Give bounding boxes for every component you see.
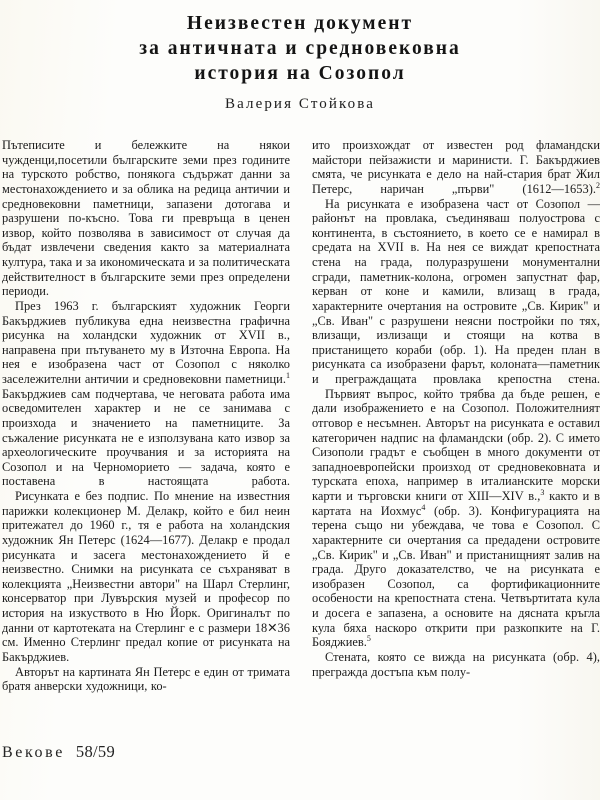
article-title-line-3: история на Созопол (194, 63, 406, 84)
footnote-marker: 1 (285, 370, 290, 380)
journal-name: Векове (2, 744, 65, 761)
paragraph: ито произхождат от известен род фламандски майстори пейзажисти и маринисти. Г. Бакърджиев смята, че рисунката е дело на най-стария брат Жил Петерс, наричан „първи" (1612—1653).$^2$ (312, 138, 600, 196)
page-footer (2, 742, 115, 762)
paragraph: През 1963 г. българският художник Георги Бакърджиев публикува една неизвестна графична рисунка на холандски художник от XVII в., направена при пътуването му в Източна Европа. На нея е изобразена част от Созопол с няколко засележителни античии и средновековни паметници.$^1$ Бакърджиев сам подчертава, че неговата работа има осведомителен характер и не се занимава с произхода и значението на паметниците. За съжаление рисунката не е използувана като извор за археологическите проучвания и за историята на Созопол и на Черноморието — задача, която е поставена в настоящата работа. (2, 298, 290, 489)
footnote-marker: 3 (540, 487, 545, 497)
column-right (304, 138, 600, 694)
article-header (0, 0, 600, 115)
footnote-marker: 2 (595, 180, 600, 190)
paragraph: Стената, която се вижда на рисунката (обр. 4), прегражда достъпа към полу- (312, 649, 600, 679)
page-number: 58/59 (75, 742, 115, 761)
paragraph: Първият въпрос, който трябва да бъде решен, е дали изображението е на Созопол. Положителният отговор е несъмнен. Авторът на рисунката е оставил категоричен надпис на фламандски (обр. 2). С името Сизополи градът е съобщен в много документи от западноевропейски произход от средновековната и турската епоха, например в италианските морски карти и търговски книги от XIII—XIV в.,$^3$ както и в картата на Иохмус$^4$ (обр. 3). Конфигурацията на терена също ни убеждава, че това е Созопол. С характерните си очертания са предадени островите „Св. Кирик" и „Св. Иван" и пристанищният залив на града. Друго доказателство, че на рисунката е изобразен Созопол, са фортификационните особености на крепостната стена. Четвъртитата кула и досега е запазена, а основите на дясната кръгла кула бяха наскоро открити при разкопките на Г. Бояджиев.$^5$ (312, 386, 600, 650)
article-title-line-1: Неизвестен документ (186, 13, 414, 34)
footnote-marker: 5 (366, 634, 371, 644)
footnote-marker: 4 (421, 502, 426, 512)
paragraph: Рисунката е без подпис. По мнение на известния парижки колекционер М. Делакр, който е бил неин притежател до 1960 г., тя е работа на холандския художник Ян Петерс (1624—1677). Делакр е продал рисунката и засега местонахождението й е неизвестно. Снимки на рисунката се съхраняват в колекцията „Неизвестни автори" на Шарл Стерлинг, консерватор при Лувърския музей и професор по история на изкуството в Ню Йорк. Оригиналът по данни от картотеката на Стерлинг е с размери 18✕36 см. Именно Стерлинг предал копие от рисунката на Бакърджиев. (2, 489, 290, 664)
column-left (0, 138, 290, 694)
paragraph: На рисунката е изобразена част от Созопол — районът на провлака, съединяваш полуострова с континента, в състоянието, в което се е намирал в средата на XVII в. На нея се виждат крепостната стена на града, полуразрушени монументални сгради, паметник-колона, огромен запустнат фар, керван от коне и камили, влизащ в града, характерните очертания на островите „Св. Кирик" и „Св. Иван" с разрушени неясни постройки по тях, влизащи, излизащи и стоящи на котва в пристанището кораби (обр. 1). На преден план в рисунката са изобразени фарът, колоната—паметник и преграждащата провлака крепостна стена. (312, 196, 600, 386)
article-body (0, 138, 600, 694)
paragraph: Авторът на картината Ян Петерс е един от тримата братя анверски художници, ко- (2, 664, 290, 694)
article-title-line-2: за античната и средновековна (139, 38, 461, 59)
paragraph: Пътеписите и бележките на някои чужденци,посетили българските земи през годините на турското робство, понякога съдържат данни за местонахождението и за облика на редица античии и средновековни паметници, запазени дотогава и разрушени по-късно. Това ги превръща в ценен извор, който позволява в зависимост от случая да бъдат извлечени сведения както за материалната култура, така и за икономическата и за политическата действителност в българските земи през определени периоди. (2, 138, 290, 299)
article-author: Валерия Стойкова (225, 96, 375, 112)
